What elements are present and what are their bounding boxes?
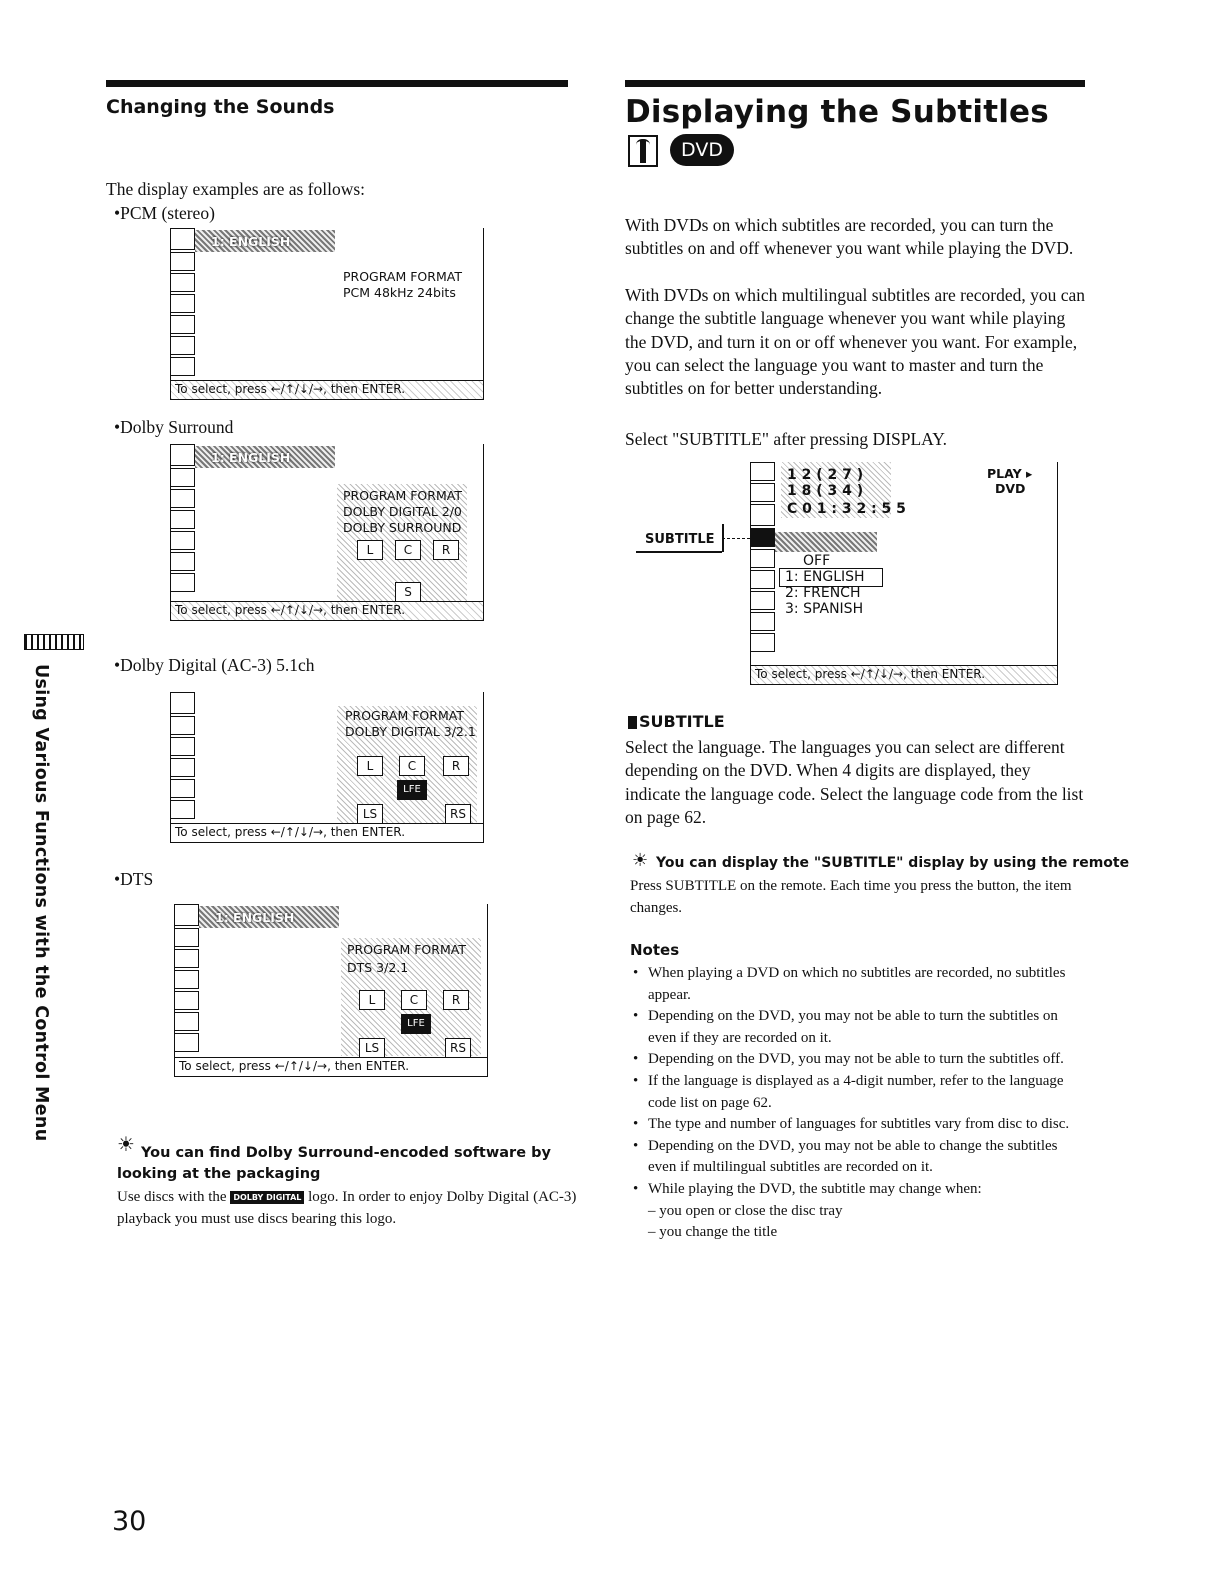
osd-dolby-digital <box>170 692 484 843</box>
example-label-pcm: •PCM (stereo) <box>114 203 215 223</box>
osd-dolby-surround <box>170 444 484 621</box>
subtitle-option-spanish: 3: SPANISH <box>785 601 864 617</box>
tip-text-after: logo. In order to enjoy Dolby Digital (AC-3) playback you must use discs bearing this logo. <box>117 1189 577 1227</box>
title-number: 1 2 ( 2 7 ) <box>787 467 864 483</box>
osd-help-bar: To select, press ←/↑/↓/→, then ENTER. <box>175 1057 487 1076</box>
menu-icon-column <box>171 444 195 620</box>
program-format-line: PCM 48kHz 24bits <box>343 285 456 300</box>
right-top-rule <box>625 80 1085 87</box>
time-counter: C 0 1 : 3 2 : 5 5 <box>787 501 906 517</box>
note-item: • When playing a DVD on which no subtitles are recorded, no subtitles appear. <box>633 965 1066 1003</box>
osd-subtitle <box>750 462 1058 685</box>
osd-help-bar: To select, press ←/↑/↓/→, then ENTER. <box>171 823 483 842</box>
example-label-dolby-digital: •Dolby Digital (AC-3) 5.1ch <box>114 655 315 675</box>
program-format-line: DOLBY DIGITAL 3/2.1 <box>345 724 476 739</box>
program-format-title: PROGRAM FORMAT <box>343 269 462 284</box>
tip-text-subtitle: Press SUBTITLE on the remote. Each time you press the button, the item changes. <box>630 878 1072 916</box>
menu-icon-column <box>171 692 195 842</box>
speaker-c: C <box>401 990 427 1010</box>
chapter-number: 1 8 ( 3 4 ) <box>787 483 864 499</box>
note-item: • While playing the DVD, the subtitle may change when: <box>633 1180 982 1197</box>
sub-note-item: – you open or close the disc tray <box>648 1202 843 1219</box>
speaker-r: R <box>433 540 459 560</box>
speaker-r: R <box>443 756 469 776</box>
notes-title: Notes <box>630 941 680 959</box>
note-item: • Depending on the DVD, you may not be able to turn the subtitles off. <box>633 1051 1064 1068</box>
program-format-line: DTS 3/2.1 <box>347 960 409 975</box>
notes-list <box>630 963 1085 1244</box>
note-item: • The type and number of languages for subtitles vary from disc to disc. <box>633 1116 1070 1133</box>
tip-text-before: Use discs with the <box>117 1189 227 1205</box>
osd-title: 1: ENGLISH <box>211 234 291 249</box>
page-number: 30 <box>112 1506 147 1537</box>
side-tab-marker <box>24 634 84 650</box>
example-label-dts: •DTS <box>114 869 154 889</box>
subtitle-callout-label: SUBTITLE <box>645 532 715 547</box>
subtitle-section-text: Select the language. The languages you can select are different depending on the DVD. When 4 digits are displayed, they indicate the language code. Select the language code from the list on page 62. <box>625 737 1084 827</box>
side-tab-label: Using Various Functions with the Control Menu <box>31 664 51 1142</box>
subtitle-section-title: SUBTITLE <box>639 712 725 731</box>
program-format-title: PROGRAM FORMAT <box>343 488 462 503</box>
tip-title-subtitle: You can display the "SUBTITLE" display by using the remote <box>656 855 1130 871</box>
subtitle-option-french: 2: FRENCH <box>785 585 861 601</box>
sub-note-item: – you change the title <box>648 1224 778 1241</box>
section-heading-changing-sounds: Changing the Sounds <box>106 96 335 118</box>
tip-icon: ☀ <box>632 850 649 871</box>
osd-pcm <box>170 228 484 400</box>
program-format-line: DOLBY SURROUND <box>343 520 462 535</box>
program-format-title: PROGRAM FORMAT <box>345 708 464 723</box>
intro-text: The display examples are as follows: <box>106 179 366 199</box>
intro-paragraph-2: With DVDs on which multilingual subtitles are recorded, you can change the subtitle language whenever you want while playing the DVD, and turn it on or off whenever you want. For example, you can select the language you want to master and turn the subtitles on for better understanding. <box>625 285 1086 399</box>
osd-dts <box>174 904 488 1077</box>
menu-icon-column <box>175 904 199 1076</box>
dvd-badge: DVD <box>670 134 734 166</box>
subtitle-menu-highlight <box>775 532 877 552</box>
play-status: PLAY ▸ <box>987 466 1033 481</box>
left-top-rule <box>106 80 568 87</box>
tip-text-dolby <box>117 1186 587 1230</box>
subtitle-option-off: OFF <box>803 553 831 569</box>
intro-paragraph-1: With DVDs on which subtitles are recorded, you can turn the subtitles on and off whenever you want while playing the DVD. <box>625 215 1074 259</box>
osd-title: 1: ENGLISH <box>211 450 291 465</box>
osd-title: 1: ENGLISH <box>215 910 295 925</box>
speaker-lfe: LFE <box>397 780 427 800</box>
program-format-title: PROGRAM FORMAT <box>347 942 466 957</box>
callout-leader <box>722 538 750 539</box>
tip-title-dolby: You can find Dolby Surround-encoded software by looking at the packaging <box>117 1145 551 1182</box>
subtitle-option-english: 1: ENGLISH <box>785 569 865 585</box>
disc-type: DVD <box>995 481 1026 496</box>
osd-help-bar: To select, press ←/↑/↓/→, then ENTER. <box>171 380 483 399</box>
speaker-c: C <box>395 540 421 560</box>
speaker-c: C <box>399 756 425 776</box>
tip-icon: ☀ <box>117 1132 135 1156</box>
osd-help-bar: To select, press ←/↑/↓/→, then ENTER. <box>751 665 1057 684</box>
speaker-l: L <box>357 540 383 560</box>
speaker-l: L <box>357 756 383 776</box>
speaker-lfe: LFE <box>401 1014 431 1034</box>
dolby-digital-logo: DOLBY DIGITAL <box>230 1191 304 1204</box>
menu-icon-column <box>171 228 195 399</box>
osd-help-bar: To select, press ←/↑/↓/→, then ENTER. <box>171 601 483 620</box>
note-item: • If the language is displayed as a 4-digit number, refer to the language code list on page 62. <box>633 1072 1064 1111</box>
callout-underline <box>636 551 722 553</box>
speaker-ls: LS <box>357 804 383 824</box>
menu-icon-column <box>751 462 775 684</box>
intro-paragraph-3: Select "SUBTITLE" after pressing DISPLAY. <box>625 429 947 449</box>
remote-icon <box>628 135 658 167</box>
speaker-ls: LS <box>359 1038 385 1058</box>
speaker-rs: RS <box>445 804 471 824</box>
program-format-line: DOLBY DIGITAL 2/0 <box>343 504 462 519</box>
speaker-rs: RS <box>445 1038 471 1058</box>
example-label-dolby-surround: •Dolby Surround <box>114 417 234 437</box>
speaker-r: R <box>443 990 469 1010</box>
speaker-s: S <box>395 582 421 602</box>
note-item: • Depending on the DVD, you may not be able to change the subtitles even if multilingual subtitles are recorded on it. <box>633 1137 1058 1176</box>
speaker-l: L <box>359 990 385 1010</box>
page-title: Displaying the Subtitles <box>625 94 1049 130</box>
subtitle-section-marker <box>628 716 637 729</box>
note-item: • Depending on the DVD, you may not be able to turn the subtitles on even if they are recorded on it. <box>633 1008 1058 1046</box>
